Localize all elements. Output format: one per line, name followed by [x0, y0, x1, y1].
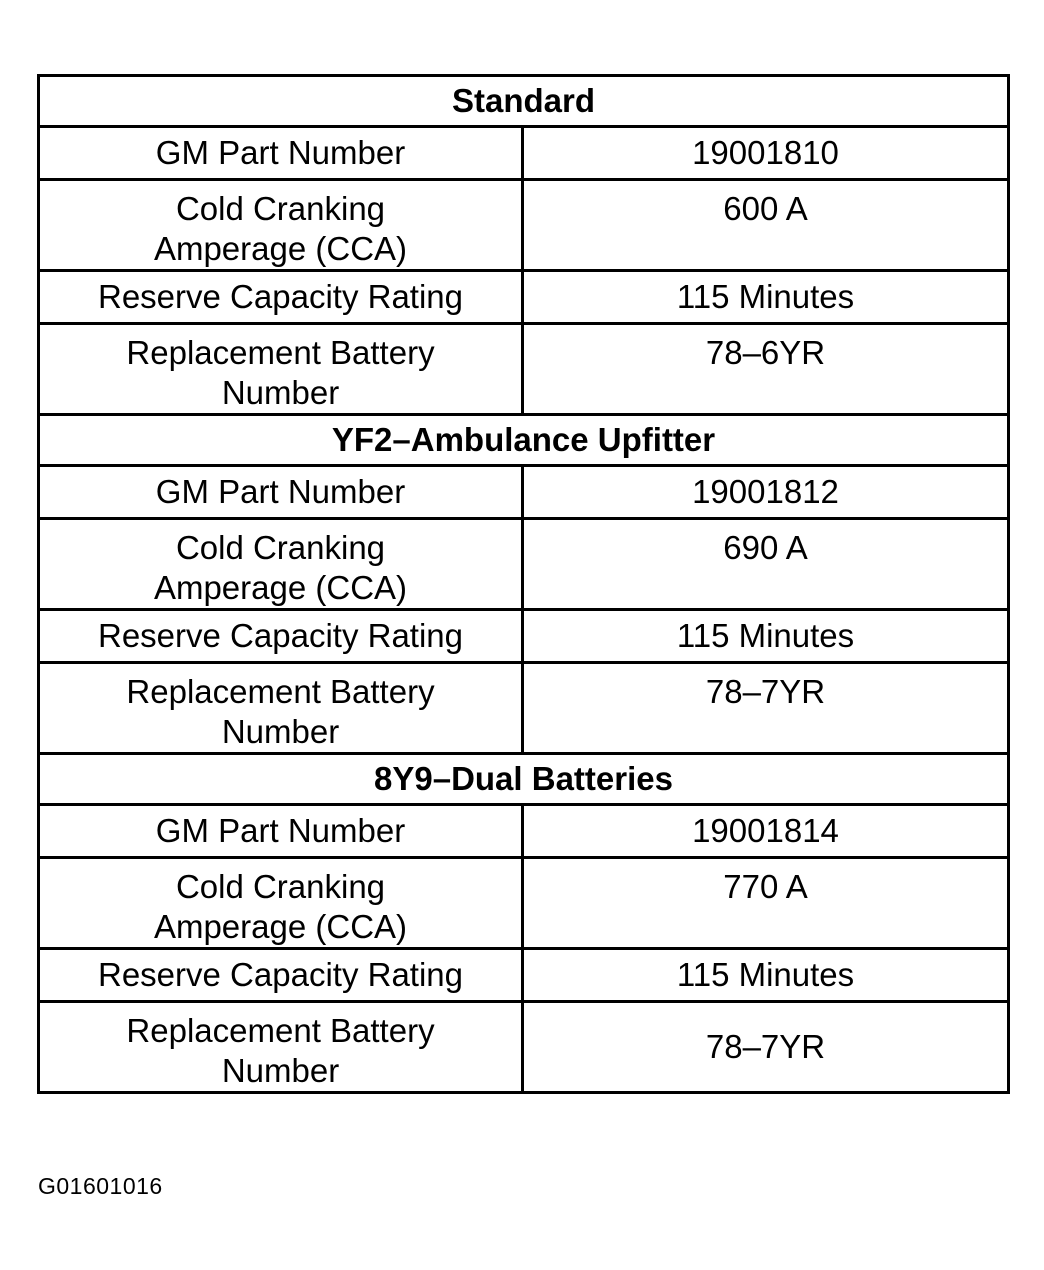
- row-label: Cold Cranking Amperage (CCA): [39, 858, 523, 949]
- row-value: 115 Minutes: [523, 949, 1009, 1002]
- row-label: GM Part Number: [39, 127, 523, 180]
- row-value: 690 A: [523, 519, 1009, 610]
- row-label: Reserve Capacity Rating: [39, 271, 523, 324]
- row-value: 19001812: [523, 466, 1009, 519]
- row-label: Replacement Battery Number: [39, 324, 523, 415]
- row-value: 770 A: [523, 858, 1009, 949]
- table-row: [39, 610, 1009, 663]
- row-value: 115 Minutes: [523, 271, 1009, 324]
- row-value: 115 Minutes: [523, 610, 1009, 663]
- table-row: [39, 805, 1009, 858]
- table-row: [39, 127, 1009, 180]
- row-label: Cold Cranking Amperage (CCA): [39, 519, 523, 610]
- row-value: 78–7YR: [523, 1002, 1009, 1093]
- section-title: YF2–Ambulance Upfitter: [39, 415, 1009, 466]
- section-title: 8Y9–Dual Batteries: [39, 754, 1009, 805]
- row-value: 78–6YR: [523, 324, 1009, 415]
- row-value: 19001810: [523, 127, 1009, 180]
- section-header-row: [39, 754, 1009, 805]
- table-row: [39, 1002, 1009, 1093]
- table-row: [39, 663, 1009, 754]
- row-label: Reserve Capacity Rating: [39, 610, 523, 663]
- row-label: GM Part Number: [39, 805, 523, 858]
- row-value: 600 A: [523, 180, 1009, 271]
- figure-id-caption: G01601016: [38, 1173, 163, 1199]
- section-title: Standard: [39, 76, 1009, 127]
- table-row: [39, 466, 1009, 519]
- table-row: [39, 858, 1009, 949]
- row-label: Replacement Battery Number: [39, 663, 523, 754]
- table-row: [39, 324, 1009, 415]
- row-label: GM Part Number: [39, 466, 523, 519]
- table-row: [39, 180, 1009, 271]
- table-row: [39, 949, 1009, 1002]
- row-value: 78–7YR: [523, 663, 1009, 754]
- row-label: Cold Cranking Amperage (CCA): [39, 180, 523, 271]
- table-row: [39, 519, 1009, 610]
- section-header-row: [39, 76, 1009, 127]
- battery-spec-table: [37, 74, 1010, 1094]
- row-label: Replacement Battery Number: [39, 1002, 523, 1093]
- table-row: [39, 271, 1009, 324]
- row-label: Reserve Capacity Rating: [39, 949, 523, 1002]
- row-value: 19001814: [523, 805, 1009, 858]
- section-header-row: [39, 415, 1009, 466]
